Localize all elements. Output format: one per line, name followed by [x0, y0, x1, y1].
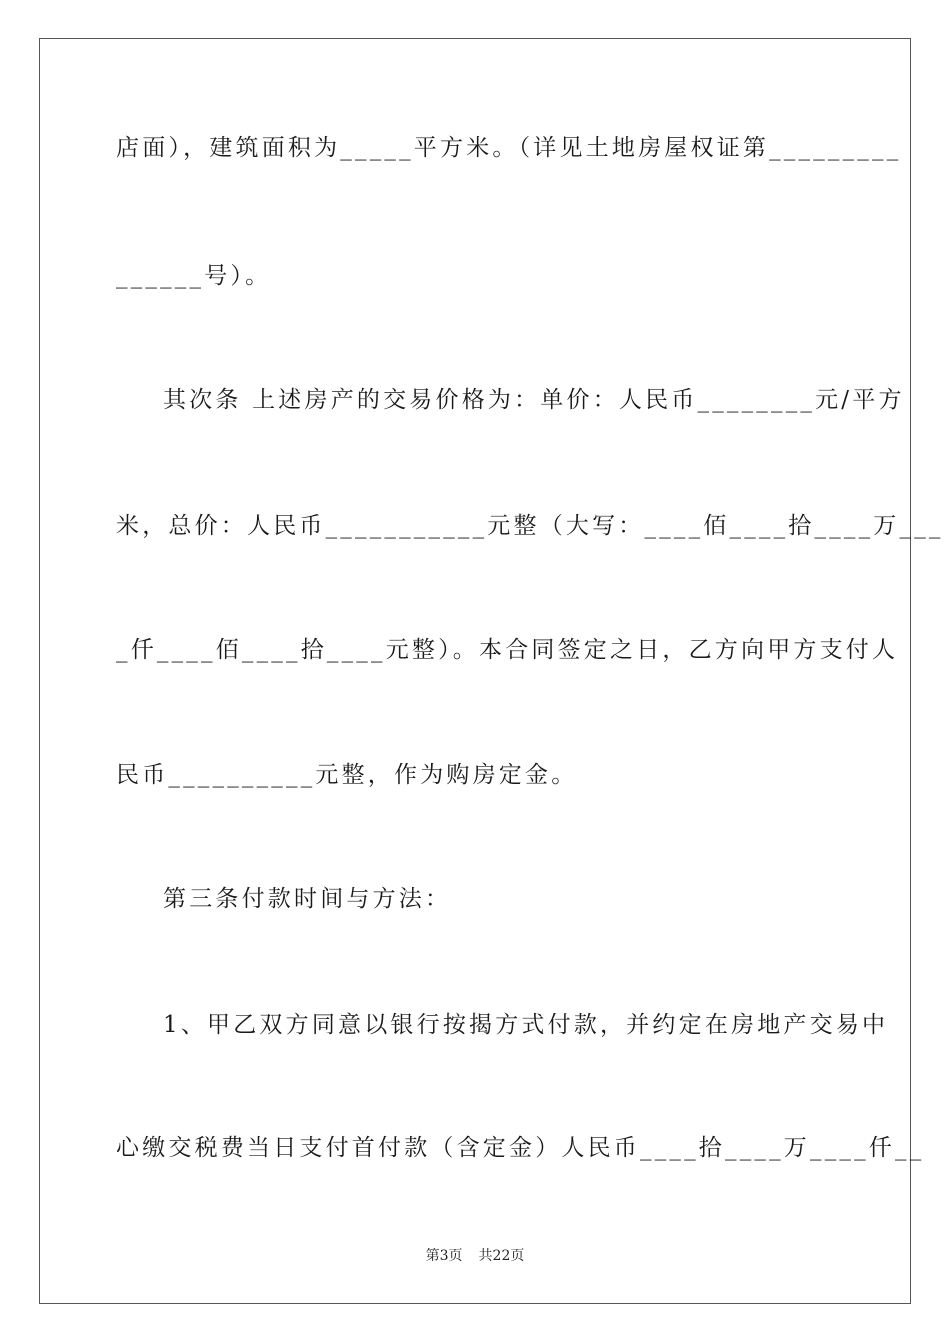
page-footer: [0, 1246, 950, 1266]
page-frame: [39, 38, 944, 1304]
clause-3-heading: 第三条付款时间与方法：: [163, 886, 452, 912]
body-line-2: ______号）。: [116, 263, 272, 289]
clause-3-item-1-line-1: 1、甲乙双方同意以银行按揭方式付款，并约定在房地产交易中: [163, 1012, 889, 1038]
page-number: 第3页: [425, 1248, 463, 1264]
clause-2-line-1: 其次条 上述房产的交易价格为：单价：人民币________元/平方: [163, 387, 905, 413]
clause-3-item-1-line-2: 心缴交税费当日支付首付款（含定金）人民币____拾____万____仟__: [116, 1135, 925, 1161]
clause-2-line-3: _仟____佰____拾____元整）。本合同签定之日，乙方向甲方支付人: [116, 637, 899, 663]
page-total: 共22页: [478, 1248, 525, 1264]
clause-2-line-2: 米，总价：人民币___________元整（大写：____佰____拾____万___: [116, 513, 944, 539]
body-line-1: 店面），建筑面积为_____平方米。（详见土地房屋权证第_________: [116, 135, 902, 161]
clause-2-line-4: 民币__________元整，作为购房定金。: [116, 762, 578, 788]
